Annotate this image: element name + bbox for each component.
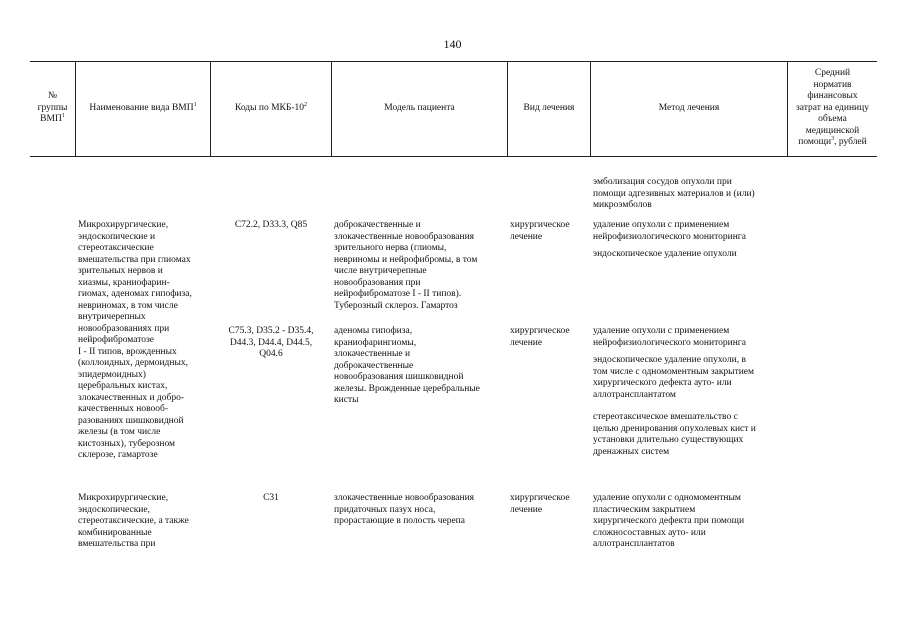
header-group-no: № группы ВМП$^1$ bbox=[37, 91, 68, 125]
treatment-method-row-2: удаление опухоли с применением нейрофизиологического мониторинга bbox=[593, 326, 746, 348]
vmp-name-group-2: Микрохирургические, эндоскопические, стереотаксические, а также комбинированные вмешательства при bbox=[78, 493, 189, 549]
patient-model-row-3: злокачественные новообразования придаточных пазух носа, прорастающие в полость черепа bbox=[334, 493, 475, 526]
treatment-type-row-2: хирургическое лечение bbox=[510, 326, 570, 348]
header-icd-codes: Коды по МКБ-$10^2$ bbox=[234, 101, 308, 113]
icd-codes-row-3: C31 bbox=[263, 493, 279, 503]
treatment-type-row-3: хирургическое лечение bbox=[510, 493, 570, 515]
treatment-method-row-3: удаление опухоли с одномоментным пластическим закрытием хирургического дефекта при помощи сложносоставных ауто- или аллотрансплантатов bbox=[593, 493, 745, 549]
icd-codes-row-1: C72.2, D33.3, Q85 bbox=[234, 220, 308, 230]
method-continuation: эмболизация сосудов опухоли при помощи адгезивных материалов и (или) микроэмболов bbox=[593, 177, 755, 210]
page-number: 140 bbox=[443, 37, 462, 51]
icd-codes-row-2: C75.3, D35.2 - D35.4, D44.3, D44.4, D44.5, Q04.6 bbox=[228, 326, 314, 359]
table-header-bottom-rule bbox=[30, 156, 877, 157]
treatment-type-row-1: хирургическое лечение bbox=[510, 220, 570, 242]
treatment-method-row-1: удаление опухоли с применением нейрофизиологического мониторинга bbox=[593, 220, 746, 242]
patient-model-row-2: аденомы гипофиза, краниофарингиомы, злокачественные и доброкачественные новообразования шишковидной железы. Врожденные церебральные кисты bbox=[334, 326, 480, 405]
treatment-method-row-2: эндоскопическое удаление опухоли, в том числе с одномоментным закрытием хирургического дефекта ауто- или аллотрансплантатом bbox=[593, 355, 755, 400]
treatment-method-row-2: стереотаксическое вмешательство с целью дренирования опухолевых кист и установки длительно существующих дренажных систем bbox=[593, 412, 756, 457]
header-treatment-method: Метод лечения bbox=[658, 102, 720, 113]
patient-model-row-1: доброкачественные и злокачественные новообразования зрительного нерва (глиомы, невриномы и нейрофибромы, в том числе внутричерепные новообразования при нейрофиброматозе I - II типов). Туберозный склероз. Гамартоз bbox=[334, 220, 478, 311]
vmp-name-group-1: Микрохирургические, эндоскопические и стереотаксические вмешательства при глиомах зрительных нервов и хиазмы, краниофарин- гиомах, аденомах гипофиза, невриномах, в том числе внутричерепных новообразованиях при нейрофиброматозе I - II типов, врожденных (коллоидных, дермоидных, эпидермоидных) церебральных кистах, злокачественных и добро- качественных новооб- разованиях шишковидной железы (в том числе кистозных), туберозном склерозе, гамартозе bbox=[78, 220, 192, 460]
header-treatment-type: Вид лечения bbox=[523, 102, 575, 113]
treatment-method-row-1: эндоскопическое удаление опухоли bbox=[593, 249, 737, 259]
header-vmp-name: Наименование вида ВМП$^1$ bbox=[89, 101, 197, 113]
header-patient-model: Модель пациента bbox=[384, 102, 455, 113]
header-cost-norm: Средний норматив финансовых затрат на единицу объема медицинской помощи$^3$, рублей bbox=[796, 68, 869, 148]
